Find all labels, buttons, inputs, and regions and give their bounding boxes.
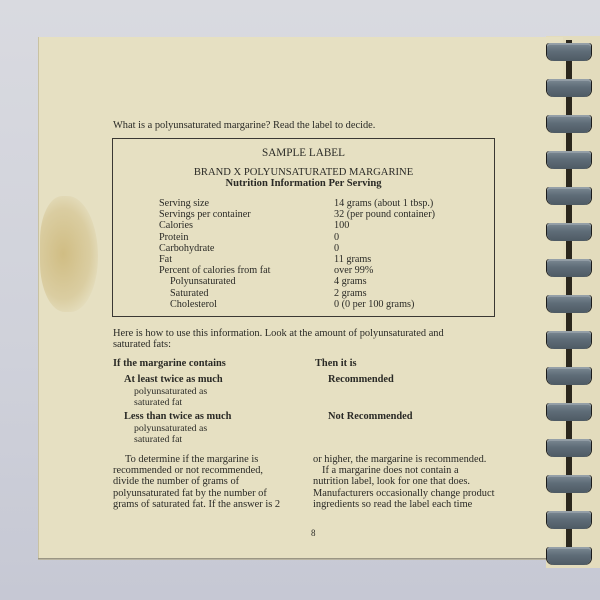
body-line: or higher, the margarine is recommended. — [313, 454, 487, 465]
nutrition-row — [159, 254, 489, 265]
binding-ring — [547, 187, 591, 205]
binding-ring — [547, 475, 591, 493]
binding-ring — [547, 151, 591, 169]
condition-title: Less than twice as much — [124, 411, 232, 422]
nutrient-value: 0 (0 per 100 grams) — [334, 298, 415, 310]
binding-ring — [547, 259, 591, 277]
nutrition-row — [159, 276, 489, 287]
nutrient-name: Calories — [159, 220, 193, 232]
nutrient-name: Protein — [159, 231, 189, 243]
decision-left-header: If the margarine contains — [113, 358, 226, 369]
sample-nutrition-label — [112, 138, 495, 317]
result-not-recommended: Not Recommended — [328, 411, 413, 422]
paper-stain — [40, 196, 98, 312]
body-line: polyunsaturated fat by the number of — [113, 487, 267, 499]
nutrient-name: Percent of calories from fat — [159, 265, 271, 277]
condition-title: At least twice as much — [124, 374, 223, 385]
binding-ring — [547, 367, 591, 385]
nutrient-name: Saturated — [170, 287, 209, 299]
binding-ring — [547, 331, 591, 349]
binding-ring — [547, 115, 591, 133]
nutrition-row — [159, 198, 489, 209]
nutrition-row — [159, 243, 489, 254]
how-to-line-1: Here is how to use this information. Look at the amount of polyunsaturated and — [113, 328, 444, 339]
nutrient-name: Serving size — [159, 198, 210, 209]
binding-ring — [547, 295, 591, 313]
result-recommended: Recommended — [328, 374, 394, 385]
decision-right-header: Then it is — [315, 358, 357, 369]
binding-ring — [547, 223, 591, 241]
nutrition-row — [159, 232, 489, 243]
intro-question: What is a polyunsaturated margarine? Read the label to decide. — [113, 120, 376, 131]
condition-detail: polyunsaturated as — [134, 423, 208, 434]
nutrition-row — [159, 209, 489, 220]
condition-detail: polyunsaturated as — [134, 386, 208, 397]
binding-ring — [547, 403, 591, 421]
binding-ring — [547, 511, 591, 529]
nutrient-name: Fat — [159, 253, 173, 265]
nutrient-name: Carbohydrate — [159, 242, 215, 254]
nutrition-row — [159, 288, 489, 299]
nutrient-value: 0 — [334, 242, 340, 254]
body-line: nutrition label, look for one that does. — [313, 476, 470, 488]
nutrition-row — [159, 299, 489, 310]
nutrient-name: Polyunsaturated — [170, 276, 236, 288]
body-line: recommended or not recommended, — [113, 465, 264, 477]
page-number: 8 — [311, 528, 316, 538]
nutrition-row — [159, 220, 489, 231]
binding-ring — [547, 43, 591, 61]
nutrient-name: Servings per container — [159, 209, 251, 221]
binding-ring — [547, 79, 591, 97]
nutrient-value: 32 (per pound container) — [334, 209, 435, 221]
body-line: grams of saturated fat. If the answer is 2 — [113, 498, 281, 510]
body-line: Manufacturers occasionally change product — [313, 487, 495, 499]
label-brand: BRAND X POLYUNSATURATED MARGARINE — [193, 167, 414, 178]
label-title: SAMPLE LABEL — [262, 147, 345, 159]
nutrient-name: Cholesterol — [170, 298, 217, 310]
body-line: divide the number of grams of — [113, 476, 240, 488]
binding-ring — [547, 547, 591, 565]
nutrient-value: over 99% — [334, 265, 374, 277]
nutrient-value: 100 — [334, 220, 350, 232]
body-column-right — [313, 454, 494, 510]
how-to-line-2: saturated fats: — [113, 339, 171, 350]
body-line: If a margarine does not contain a — [322, 465, 459, 477]
condition-detail: saturated fat — [134, 434, 183, 445]
nutrition-rows — [159, 198, 489, 310]
condition-detail: saturated fat — [134, 397, 183, 408]
body-line: To determine if the margarine is — [125, 454, 259, 465]
nutrient-value: 0 — [334, 231, 340, 243]
nutrient-value: 4 grams — [334, 276, 367, 288]
binding-ring — [547, 439, 591, 457]
body-line: ingredients so read the label each time — [313, 498, 473, 510]
nutrient-value: 11 grams — [334, 253, 372, 265]
nutrient-value: 2 grams — [334, 287, 367, 299]
label-subtitle: Nutrition Information Per Serving — [225, 178, 382, 189]
nutrition-row — [159, 265, 489, 276]
body-column-left — [113, 454, 280, 510]
nutrient-value: 14 grams (about 1 tbsp.) — [334, 198, 434, 209]
